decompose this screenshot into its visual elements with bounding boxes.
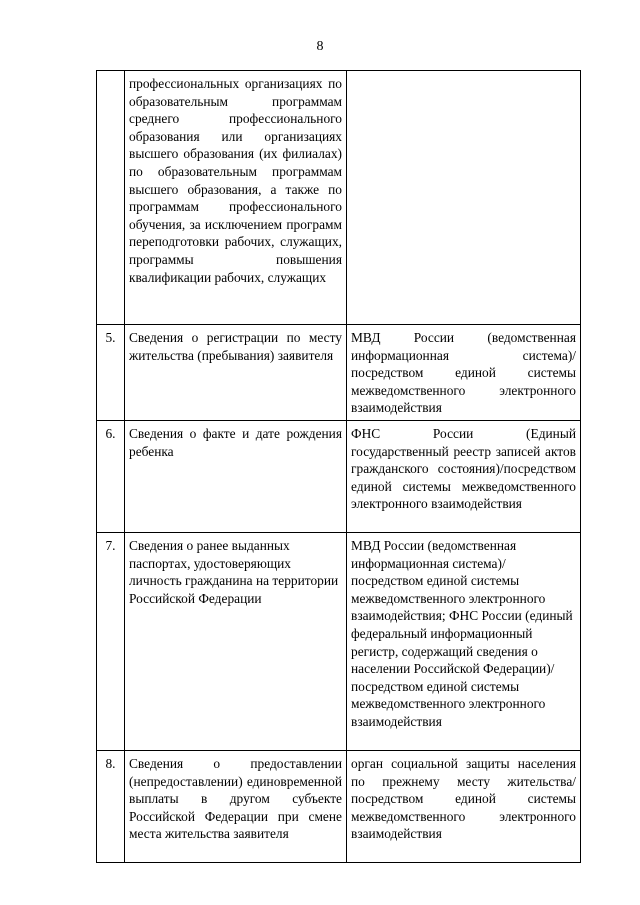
source-cell: МВД России (ведомственная информационная система)/посредством единой системы межведомственного электронного взаимодействия <box>347 325 581 421</box>
row-number: 6. <box>97 420 125 532</box>
info-cell: Сведения о предоставлении (непредоставлении) единовременной выплаты в другом субъекте Российской Федерации при смене места жительства заявителя <box>125 750 347 862</box>
row-number: 5. <box>97 325 125 421</box>
info-cell: Сведения о ранее выданных паспортах, удостоверяющих личность гражданина на территории Российской Федерации <box>125 532 347 750</box>
row-number: 7. <box>97 532 125 750</box>
table-row <box>97 532 581 750</box>
info-cell: профессиональных организациях по образовательным программам среднего профессионального образования или организациях высшего образования (их филиалах) по образовательным программам высшего образования, а также по программам профессионального обучения, за исключением программ переподготовки рабочих, служащих, программы повышения квалификации рабочих, служащих <box>125 71 347 325</box>
source-cell <box>347 71 581 325</box>
page-number: 8 <box>316 39 324 54</box>
row-number: 8. <box>97 750 125 862</box>
table-row <box>97 71 581 325</box>
info-cell: Сведения о регистрации по месту жительства (пребывания) заявителя <box>125 325 347 421</box>
table-row <box>97 750 581 862</box>
row-number <box>97 71 125 325</box>
source-cell: орган социальной защиты населения по прежнему месту жительства/посредством единой системы межведомственного электронного взаимодействия <box>347 750 581 862</box>
data-sources-table <box>96 70 581 863</box>
table-row <box>97 420 581 532</box>
source-cell: МВД России (ведомственная информационная система)/посредством единой системы межведомственного электронного взаимодействия; ФНС России (единый федеральный информационный регистр, содержащий сведения о населении Российской Федерации)/посредством единой системы межведомственного электронного взаимодействия <box>347 532 581 750</box>
info-cell: Сведения о факте и дате рождения ребенка <box>125 420 347 532</box>
source-cell: ФНС России (Единый государственный реестр записей актов гражданского состояния)/посредством единой системы межведомственного электронного взаимодействия <box>347 420 581 532</box>
table-row <box>97 325 581 421</box>
